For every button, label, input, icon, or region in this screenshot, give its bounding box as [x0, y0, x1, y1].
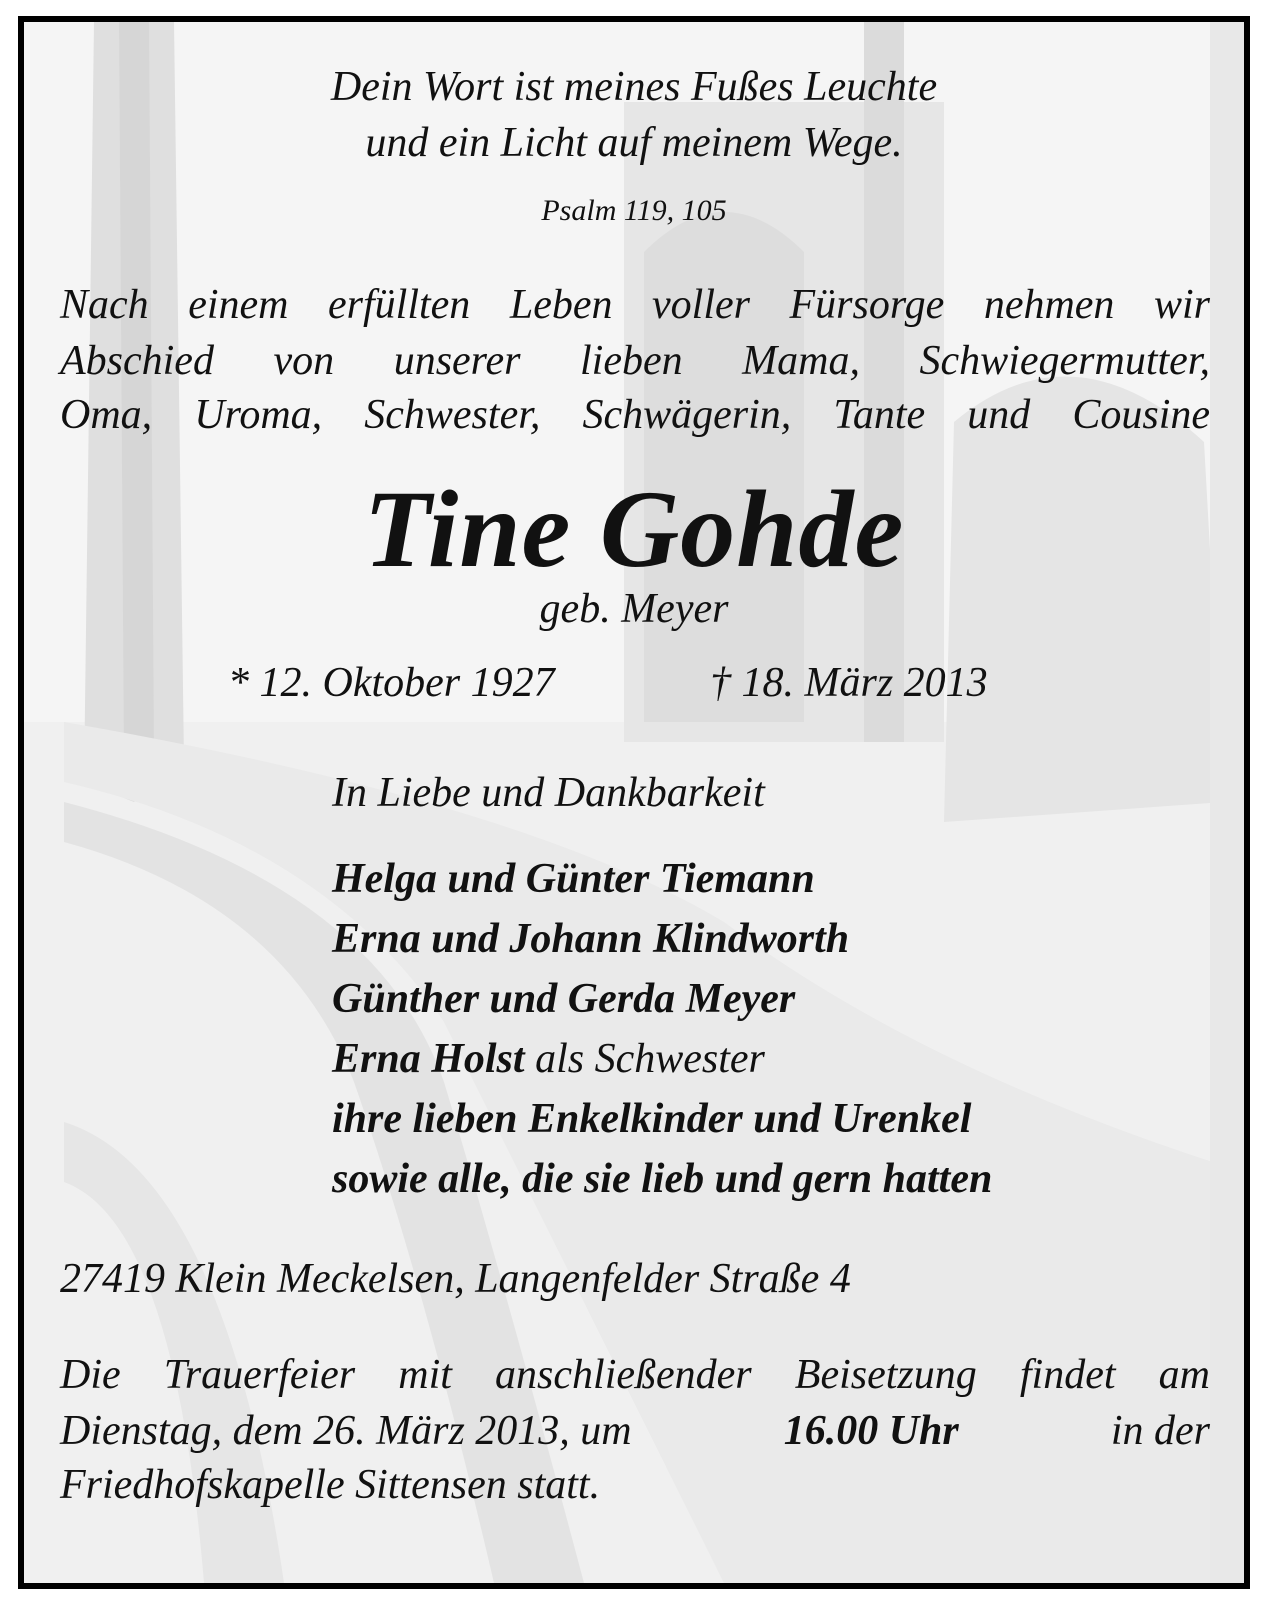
death-date: † 18. März 2013 [710, 660, 988, 706]
service-date-text: Dienstag, dem 26. März 2013, um [60, 1408, 632, 1454]
sister-name: Erna Holst [332, 1036, 525, 1082]
motto-line-2: und ein Licht auf meinem Wege. [365, 120, 903, 166]
obituary-content [24, 22, 1244, 1583]
intro-line-1: Nach einem erfüllten Leben voller Fürsorge nehmen wir [60, 282, 1210, 328]
birth-name: geb. Meyer [539, 586, 729, 632]
service-line-2 [60, 1410, 1210, 1452]
deceased-name: Tine Gohde [363, 468, 905, 590]
mourner-2: Erna und Johann Klindworth [332, 916, 850, 962]
service-location-prefix: in der [1110, 1408, 1210, 1454]
grandchildren-line: ihre lieben Enkelkinder und Urenkel [332, 1096, 972, 1142]
intro-line-2: Abschied von unserer lieben Mama, Schwiegermutter, [60, 338, 1210, 384]
mourner-sister [332, 1038, 765, 1080]
all-others-line: sowie alle, die sie lieb und gern hatten [332, 1156, 993, 1202]
service-time: 16.00 Uhr [783, 1408, 959, 1454]
service-line-3: Friedhofskapelle Sittensen statt. [60, 1462, 601, 1508]
sister-role: als Schwester [535, 1036, 765, 1082]
obituary-frame [18, 16, 1250, 1589]
farewell-greeting: In Liebe und Dankbarkeit [332, 770, 765, 816]
birth-date: * 12. Oktober 1927 [228, 660, 555, 706]
intro-line-3: Oma, Uroma, Schwester, Schwägerin, Tante und Cousine [60, 392, 1210, 438]
mourner-3: Günther und Gerda Meyer [332, 976, 796, 1022]
mourner-1: Helga und Günter Tiemann [332, 856, 815, 902]
motto-line-1: Dein Wort ist meines Fußes Leuchte [330, 64, 938, 110]
service-line-1: Die Trauerfeier mit anschließender Beisetzung findet am [60, 1352, 1210, 1398]
address: 27419 Klein Meckelsen, Langenfelder Straße 4 [60, 1256, 851, 1302]
motto-source: Psalm 119, 105 [541, 194, 727, 227]
